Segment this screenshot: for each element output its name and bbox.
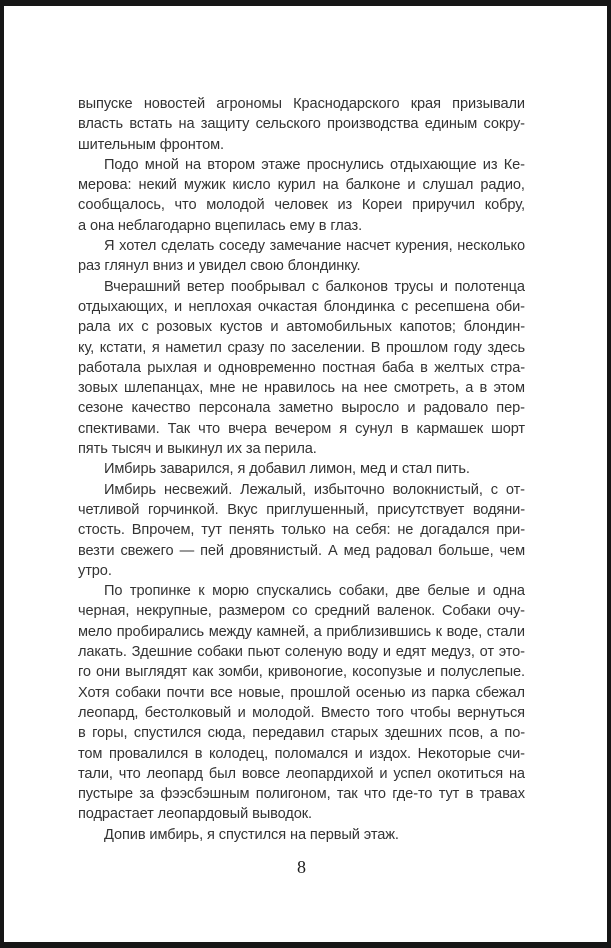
text-line: власть встать на защиту сельского производства единым сокру-	[78, 116, 525, 133]
text-line: работала рыхлая и одновременно постная баба в желтых стра-	[78, 359, 525, 376]
text-line: сезоне качество персонала заметно выросло и радовало пер-	[78, 400, 525, 417]
text-line: отдыхающих, и неплохая очкастая блондинка с ресепшена оби-	[78, 298, 525, 315]
text-line: тали, что леопард был вовсе леопардихой и успел окотиться на	[78, 765, 525, 782]
text-line: четливой горчинкой. Вкус приглушенный, присутствует водяни-	[78, 501, 525, 518]
text-line: а она неблагодарно вцепилась ему в глаз.	[78, 217, 363, 234]
text-line: в горы, спустился сюда, передавил старых здешних псов, а по-	[78, 725, 525, 742]
text-line: мерова: некий мужик кисло курил на балконе и слушал радио,	[78, 177, 525, 194]
text-line: пустыре за фээсбэшным полигоном, так что где-то тут в травах	[78, 786, 525, 803]
text-line: Я хотел сделать соседу замечание насчет курения, несколько	[104, 238, 525, 255]
text-line: подрастает леопардовый выводок.	[78, 806, 312, 823]
text-line: стость. Впрочем, тут пенять только на себя: не догадался при-	[78, 522, 525, 539]
text-line: По тропинке к морю спускались собаки, две белые и одна	[104, 583, 525, 600]
text-line: спективами. Так что вчера вечером я сунул в кармашек шорт	[78, 420, 525, 437]
text-line: Допив имбирь, я спустился на первый этаж.	[104, 826, 399, 843]
page-number: 8	[297, 857, 306, 877]
text-line: том провалился в колодец, поломался и издох. Некоторые счи-	[78, 745, 525, 762]
text-line: лакать. Здешние собаки пьют соленую воду и едят медуз, от это-	[78, 644, 525, 661]
text-line: мело пробирались между камней, а приблизившись к воде, стали	[78, 623, 525, 640]
text-line: Имбирь несвежий. Лежалый, избыточно волокнистый, с от-	[104, 481, 525, 498]
text-line: утро.	[78, 562, 112, 579]
text-line: выпуске новостей агрономы Краснодарского края призывали	[78, 96, 525, 112]
text-line: Имбирь заварился, я добавил лимон, мед и стал пить.	[104, 461, 470, 478]
text-line: Подо мной на втором этаже проснулись отдыхающие из Ке-	[104, 156, 525, 173]
text-line: Хотя собаки почти все новые, прошлой осенью из парка сбежал	[78, 684, 525, 701]
text-line: го они выглядят как зомби, кривоногие, косопузые и полуслепые.	[78, 664, 525, 681]
text-line: раз глянул вниз и увидел свою блондинку.	[78, 258, 361, 275]
text-line: везти свежего — пей дровянистый. А мед радовал больше, чем	[78, 542, 525, 559]
text-line: Вчерашний ветер пообрывал с балконов трусы и полотенца	[104, 278, 525, 295]
text-line: рала их с розовых кустов и автомобильных капотов; блондин-	[78, 319, 525, 336]
book-page	[4, 6, 607, 942]
text-line: сообщалось, что молодой человек из Кореи приручил кобру,	[78, 197, 525, 214]
text-line: шительным фронтом.	[78, 136, 224, 153]
text-line: ку, кстати, я наметил сразу по заселении. В прошлом году здесь	[78, 339, 525, 356]
text-line: черная, некрупные, размером со средний валенок. Собаки очу-	[78, 603, 525, 620]
text-block	[78, 94, 525, 845]
text-line: пять тысяч и выкинул их за перила.	[78, 441, 317, 458]
text-line: леопард, бестолковый и молодой. Вместо того чтобы вернуться	[78, 704, 525, 721]
text-line: зовых шлепанцах, мне не нравилось на нее смотреть, а в этом	[78, 380, 525, 397]
